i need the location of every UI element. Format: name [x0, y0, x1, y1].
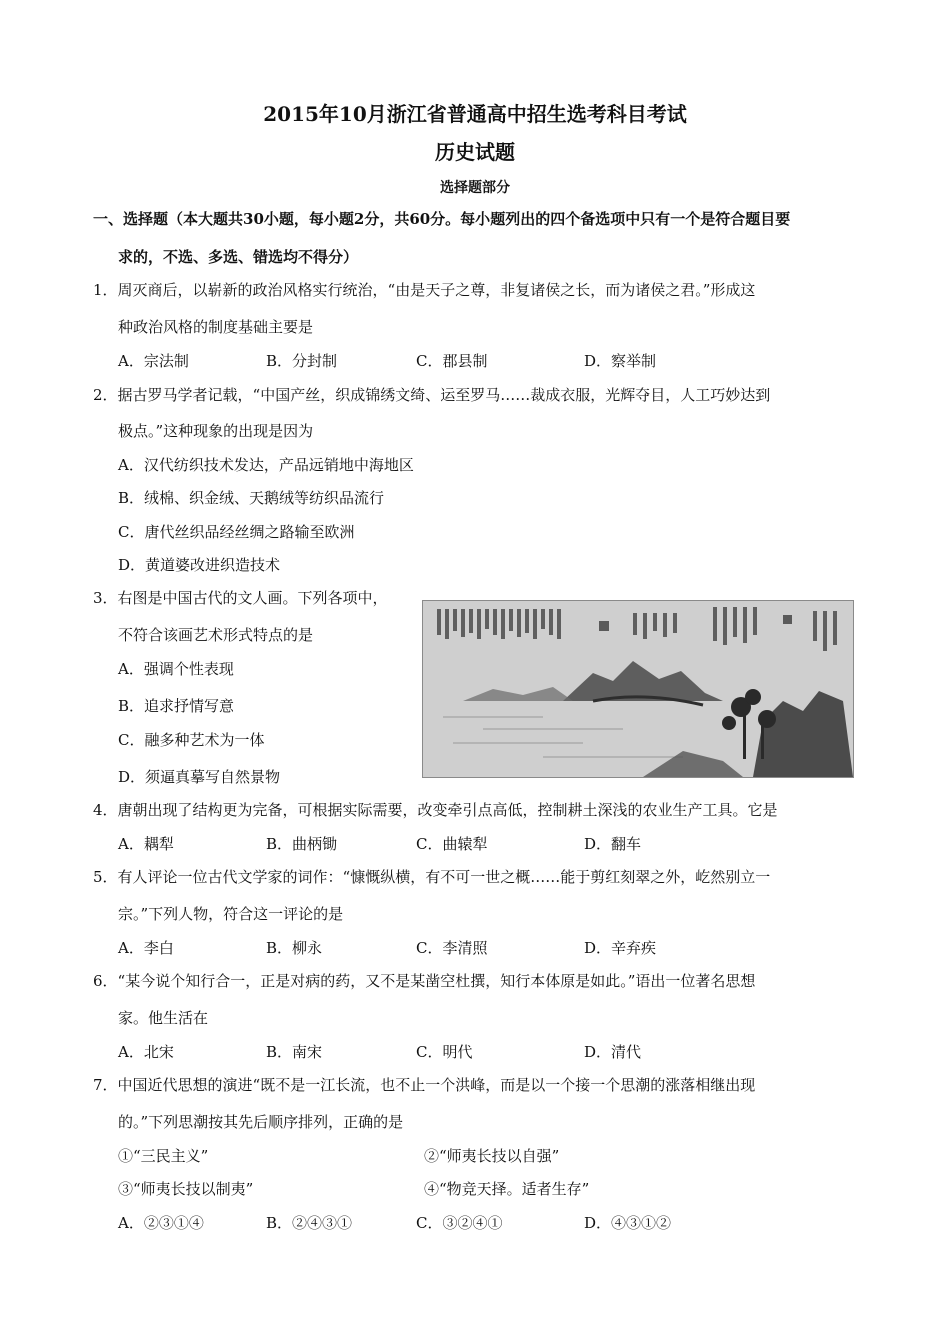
- question-4-option-b[interactable]: B．曲柄锄: [266, 835, 338, 853]
- question-4-option-c[interactable]: C．曲辕犁: [416, 835, 488, 853]
- question-2-option-a[interactable]: A．汉代纺织技术发达，产品远销地中海地区: [118, 456, 414, 474]
- exam-title: 2015年10月浙江省普通高中招生选考科目考试: [263, 102, 687, 126]
- question-5-option-c[interactable]: C．李清照: [416, 939, 488, 957]
- question-2-line2: 极点。”这种现象的出现是因为: [118, 422, 314, 440]
- part-heading: 选择题部分: [440, 180, 510, 196]
- question-5-option-d[interactable]: D．辛弃疾: [584, 939, 657, 957]
- question-1-line2: 种政治风格的制度基础主要是: [118, 318, 314, 336]
- question-6-option-c[interactable]: C．明代: [416, 1043, 473, 1061]
- question-3-line1: 3．右图是中国古代的文人画。下列各项中，: [93, 589, 388, 607]
- section-instructions-line1: 一、选择题（本大题共30小题，每小题2分，共60分。每小题列出的四个备选项中只有一个是符合题目要: [93, 210, 791, 228]
- question-7-option-d[interactable]: D．④③①②: [584, 1214, 672, 1232]
- question-4-option-d[interactable]: D．翻车: [584, 835, 642, 853]
- question-7-item-2: ②“师夷长技以自强”: [424, 1147, 560, 1165]
- question-6-option-d[interactable]: D．清代: [584, 1043, 642, 1061]
- question-7-item-1: ①“三民主义”: [118, 1147, 209, 1165]
- question-7-option-a[interactable]: A．②③①④: [118, 1214, 204, 1232]
- section-instructions-line2: 求的，不选、多选、错选均不得分）: [118, 248, 359, 266]
- question-1-option-a[interactable]: A．宗法制: [118, 352, 189, 370]
- question-1-option-d[interactable]: D．察举制: [584, 352, 657, 370]
- question-5-line1: 5．有人评论一位古代文学家的词作：“慷慨纵横，有不可一世之概……能于剪红刻翠之外，屹然别立一: [93, 868, 771, 886]
- question-6-option-b[interactable]: B．南宋: [266, 1043, 323, 1061]
- question-5-option-a[interactable]: A．李白: [118, 939, 174, 957]
- question-4-option-a[interactable]: A．耦犁: [118, 835, 174, 853]
- question-6-line2: 家。他生活在: [118, 1009, 209, 1027]
- question-3-option-d[interactable]: D．须逼真摹写自然景物: [118, 768, 281, 786]
- question-5-line2: 宗。”下列人物，符合这一评论的是: [118, 905, 344, 923]
- question-3-option-c[interactable]: C．融多种艺术为一体: [118, 731, 265, 749]
- question-1-line1: 1．周灭商后，以崭新的政治风格实行统治，“由是天子之尊，非复诸侯之长，而为诸侯之君。”形成这: [93, 281, 756, 299]
- question-6-line1: 6．“某今说个知行合一，正是对病的药，又不是某凿空杜撰，知行本体原是如此。”语出一位著名思想: [93, 972, 756, 990]
- question-1-option-b[interactable]: B．分封制: [266, 352, 338, 370]
- question-5-option-b[interactable]: B．柳永: [266, 939, 323, 957]
- question-3-line2: 不符合该画艺术形式特点的是: [118, 626, 314, 644]
- question-1-option-c[interactable]: C．郡县制: [416, 352, 488, 370]
- question-6-option-a[interactable]: A．北宋: [118, 1043, 174, 1061]
- question-2-option-c[interactable]: C．唐代丝织品经丝绸之路输至欧洲: [118, 523, 355, 541]
- question-7-line2: 的。”下列思潮按其先后顺序排列，正确的是: [118, 1113, 404, 1131]
- literati-landscape-painting: [422, 600, 854, 778]
- question-7-line1: 7．中国近代思想的演进“既不是一江长流，也不止一个洪峰，而是以一个接一个思潮的涨落相继出现: [93, 1076, 756, 1094]
- question-3-option-a[interactable]: A．强调个性表现: [118, 660, 234, 678]
- question-7-item-3: ③“师夷长技以制夷”: [118, 1180, 254, 1198]
- question-2-option-d[interactable]: D．黄道婆改进织造技术: [118, 556, 281, 574]
- question-2-option-b[interactable]: B．绒棉、织金绒、天鹅绒等纺织品流行: [118, 489, 385, 507]
- question-7-item-4: ④“物竞天择。适者生存”: [424, 1180, 590, 1198]
- question-2-line1: 2．据古罗马学者记载，“中国产丝，织成锦绣文绮、运至罗马……裁成衣服，光辉夺目，人工巧妙达到: [93, 386, 771, 404]
- question-7-option-c[interactable]: C．③②④①: [416, 1214, 503, 1232]
- question-7-option-b[interactable]: B．②④③①: [266, 1214, 353, 1232]
- exam-subject: 历史试题: [435, 140, 515, 164]
- question-3-option-b[interactable]: B．追求抒情写意: [118, 697, 235, 715]
- painting-illustration: [423, 601, 853, 777]
- question-4-line1: 4．唐朝出现了结构更为完备，可根据实际需要，改变牵引点高低，控制耕土深浅的农业生产工具。它是: [93, 801, 778, 819]
